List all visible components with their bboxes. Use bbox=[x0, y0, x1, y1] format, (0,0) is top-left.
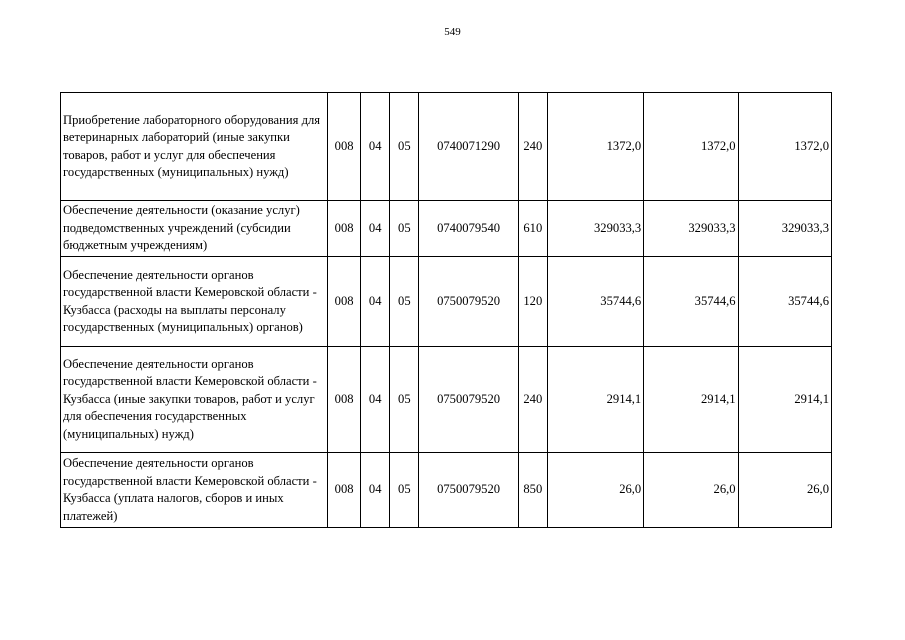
amount-year-2: 35744,6 bbox=[644, 257, 738, 347]
expense-type-code: 240 bbox=[518, 93, 547, 201]
amount-year-2: 26,0 bbox=[644, 453, 738, 528]
amount-year-1: 2914,1 bbox=[547, 347, 643, 453]
table-row bbox=[61, 347, 832, 453]
amount-year-2: 329033,3 bbox=[644, 201, 738, 257]
section-code: 04 bbox=[361, 257, 390, 347]
subsection-code: 05 bbox=[390, 453, 419, 528]
row-description: Приобретение лабораторного оборудования для ветеринарных лабораторий (иные закупки товаров, работ и услуг для обеспечения государственных (муниципальных) нужд) bbox=[61, 93, 328, 201]
section-code: 04 bbox=[361, 93, 390, 201]
amount-year-3: 329033,3 bbox=[738, 201, 831, 257]
budget-table bbox=[60, 92, 832, 528]
target-item-code: 0750079520 bbox=[419, 453, 518, 528]
section-code: 04 bbox=[361, 453, 390, 528]
amount-year-2: 2914,1 bbox=[644, 347, 738, 453]
table-row bbox=[61, 93, 832, 201]
amount-year-3: 2914,1 bbox=[738, 347, 831, 453]
amount-year-3: 26,0 bbox=[738, 453, 831, 528]
expense-type-code: 850 bbox=[518, 453, 547, 528]
amount-year-1: 35744,6 bbox=[547, 257, 643, 347]
table-row bbox=[61, 453, 832, 528]
page-number: 549 bbox=[444, 26, 461, 38]
expense-type-code: 610 bbox=[518, 201, 547, 257]
amount-year-2: 1372,0 bbox=[644, 93, 738, 201]
target-item-code: 0740079540 bbox=[419, 201, 518, 257]
section-code: 04 bbox=[361, 201, 390, 257]
expense-type-code: 240 bbox=[518, 347, 547, 453]
amount-year-1: 1372,0 bbox=[547, 93, 643, 201]
target-item-code: 0750079520 bbox=[419, 257, 518, 347]
row-description: Обеспечение деятельности (оказание услуг) подведомственных учреждений (субсидии бюджетным учреждениям) bbox=[61, 201, 328, 257]
table-row bbox=[61, 257, 832, 347]
ministry-code: 008 bbox=[328, 93, 361, 201]
section-code: 04 bbox=[361, 347, 390, 453]
subsection-code: 05 bbox=[390, 257, 419, 347]
ministry-code: 008 bbox=[328, 453, 361, 528]
subsection-code: 05 bbox=[390, 201, 419, 257]
ministry-code: 008 bbox=[328, 201, 361, 257]
row-description: Обеспечение деятельности органов государственной власти Кемеровской области - Кузбасса (уплата налогов, сборов и иных платежей) bbox=[61, 453, 328, 528]
row-description: Обеспечение деятельности органов государственной власти Кемеровской области - Кузбасса (расходы на выплаты персоналу государственных (муниципальных) органов) bbox=[61, 257, 328, 347]
amount-year-1: 329033,3 bbox=[547, 201, 643, 257]
subsection-code: 05 bbox=[390, 93, 419, 201]
amount-year-1: 26,0 bbox=[547, 453, 643, 528]
target-item-code: 0740071290 bbox=[419, 93, 518, 201]
amount-year-3: 1372,0 bbox=[738, 93, 831, 201]
target-item-code: 0750079520 bbox=[419, 347, 518, 453]
ministry-code: 008 bbox=[328, 347, 361, 453]
row-description: Обеспечение деятельности органов государственной власти Кемеровской области - Кузбасса (иные закупки товаров, работ и услуг для обеспечения государственных (муниципальных) нужд) bbox=[61, 347, 328, 453]
subsection-code: 05 bbox=[390, 347, 419, 453]
expense-type-code: 120 bbox=[518, 257, 547, 347]
table-row bbox=[61, 201, 832, 257]
ministry-code: 008 bbox=[328, 257, 361, 347]
amount-year-3: 35744,6 bbox=[738, 257, 831, 347]
